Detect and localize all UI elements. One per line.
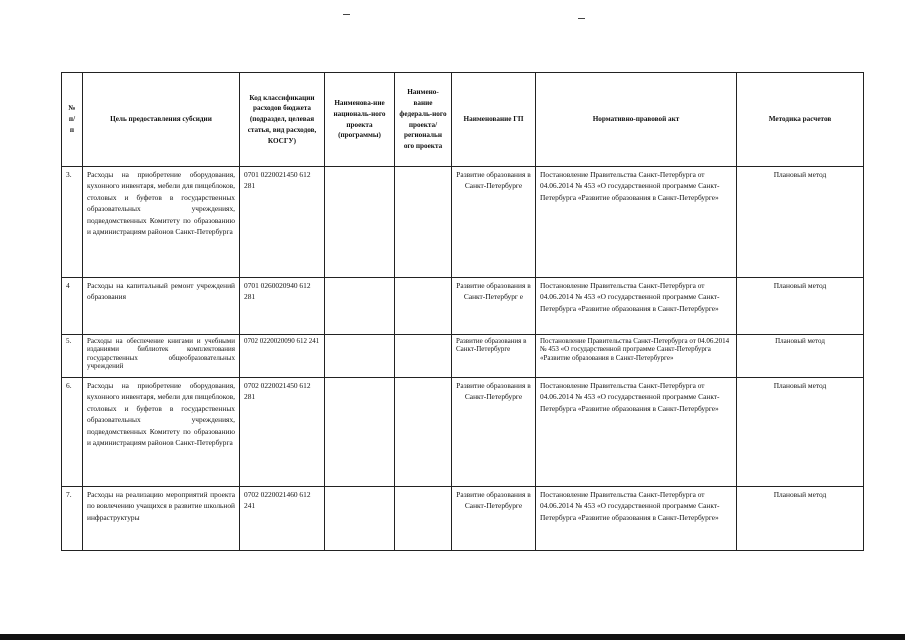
row-number: 4 (62, 278, 83, 335)
national-project (325, 378, 395, 487)
header-federal-project: Наимено-вание федераль-ного проекта/ региональн ого проекта (395, 73, 452, 167)
budget-code: 0702 0220021450 612 281 (240, 378, 325, 487)
legal-act: Постановление Правительства Санкт-Петербурга от 04.06.2014 № 453 «О государственной программе Санкт-Петербурга «Развитие образования в Санкт-Петербурге» (536, 378, 737, 487)
gp-name: Развитие образования в Санкт-Петербурге (452, 487, 536, 551)
subsidy-goal: Расходы на приобретение оборудования, кухонного инвентаря, мебели для пищеблоков, столовых и буфетов в государственных образовательных учреждениях, подведомственных Комитету по образованию и администрациям районов Санкт-Петербурга (83, 167, 240, 278)
subsidy-goal: Расходы на капитальный ремонт учреждений образования (83, 278, 240, 335)
header-method: Методика расчетов (737, 73, 864, 167)
budget-code: 0701 0260020940 612 281 (240, 278, 325, 335)
legal-act: Постановление Правительства Санкт-Петербурга от 04.06.2014 № 453 «О государственной программе Санкт-Петербурга «Развитие образования в Санкт-Петербурге» (536, 335, 737, 378)
row-number: 5. (62, 335, 83, 378)
calc-method: Плановый метод (737, 378, 864, 487)
calc-method: Плановый метод (737, 278, 864, 335)
gp-name: Развитие образования в Санкт-Петербурге (452, 335, 536, 378)
legal-act: Постановление Правительства Санкт-Петербурга от 04.06.2014 № 453 «О государственной программе Санкт-Петербурга «Развитие образования в Санкт-Петербурге» (536, 278, 737, 335)
federal-project (395, 335, 452, 378)
table-row (62, 335, 864, 378)
scan-speck (343, 14, 350, 15)
federal-project (395, 378, 452, 487)
table-row (62, 378, 864, 487)
row-number: 7. (62, 487, 83, 551)
budget-code: 0702 0220020090 612 241 (240, 335, 325, 378)
subsidy-goal: Расходы на приобретение оборудования, кухонного инвентаря, мебели для пищеблоков, столовых и буфетов в государственных образовательных учреждениях, подведомственных Комитету по образованию и администрациям районов Санкт-Петербурга (83, 378, 240, 487)
table-row (62, 487, 864, 551)
scan-bottom-edge (0, 634, 905, 640)
gp-name: Развитие образования в Санкт-Петербург е (452, 278, 536, 335)
header-num: № п/ п (62, 73, 83, 167)
scan-speck (578, 18, 585, 19)
national-project (325, 167, 395, 278)
header-row (62, 73, 864, 167)
federal-project (395, 487, 452, 551)
gp-name: Развитие образования в Санкт-Петербурге (452, 378, 536, 487)
calc-method: Плановый метод (737, 335, 864, 378)
header-legal-act: Нормативно-правовой акт (536, 73, 737, 167)
gp-name: Развитие образования в Санкт-Петербурге (452, 167, 536, 278)
national-project (325, 487, 395, 551)
federal-project (395, 167, 452, 278)
subsidy-table (61, 72, 864, 551)
national-project (325, 278, 395, 335)
header-goal: Цель предоставления субсидии (83, 73, 240, 167)
header-national-project: Наименова-ние националь-ного проекта (программы) (325, 73, 395, 167)
subsidy-goal: Расходы на реализацию мероприятий проекта по вовлечению учащихся в развитие школьной инфраструктуры (83, 487, 240, 551)
table-row (62, 278, 864, 335)
header-code: Код классификации расходов бюджета (подраздел, целевая статья, вид расходов, КОСГУ) (240, 73, 325, 167)
subsidy-goal: Расходы на обеспечение книгами и учебными изданиями библиотек комплектования государственных общеобразовательных учреждений (83, 335, 240, 378)
national-project (325, 335, 395, 378)
header-gp: Наименование ГП (452, 73, 536, 167)
legal-act: Постановление Правительства Санкт-Петербурга от 04.06.2014 № 453 «О государственной программе Санкт-Петербурга «Развитие образования в Санкт-Петербурге» (536, 487, 737, 551)
calc-method: Плановый метод (737, 167, 864, 278)
budget-code: 0702 0220021460 612 241 (240, 487, 325, 551)
row-number: 3. (62, 167, 83, 278)
budget-code: 0701 0220021450 612 281 (240, 167, 325, 278)
calc-method: Плановый метод (737, 487, 864, 551)
table-row (62, 167, 864, 278)
row-number: 6. (62, 378, 83, 487)
legal-act: Постановление Правительства Санкт-Петербурга от 04.06.2014 № 453 «О государственной программе Санкт-Петербурга «Развитие образования в Санкт-Петербурге» (536, 167, 737, 278)
federal-project (395, 278, 452, 335)
